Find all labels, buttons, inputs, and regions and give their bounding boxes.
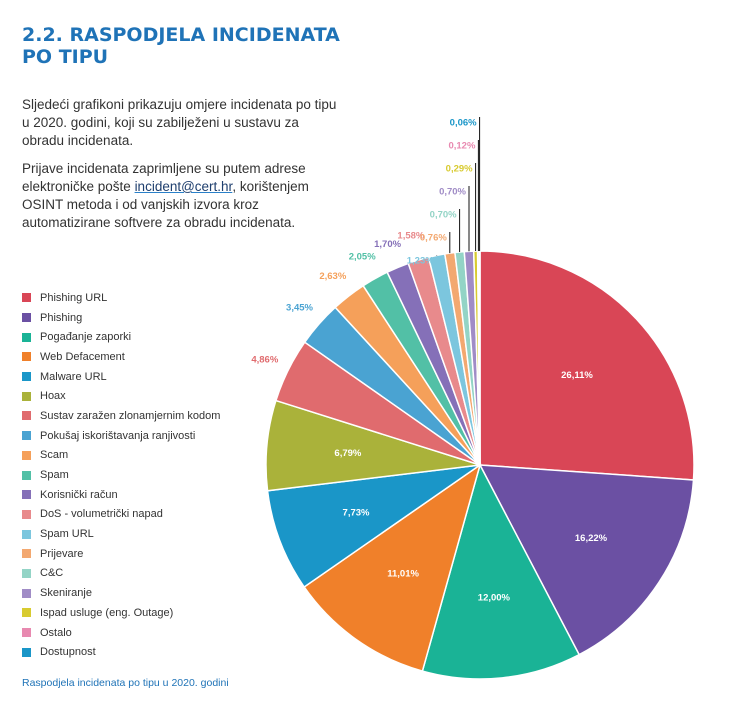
- legend-label: Pogađanje zaporki: [40, 331, 132, 344]
- legend-label: Prijevare: [40, 547, 84, 560]
- legend-label: Web Defacement: [40, 350, 125, 363]
- legend-label: Spam URL: [40, 528, 94, 541]
- legend-label: Hoax: [40, 390, 66, 403]
- intro-paragraph-2-end: , korištenjem OSINT metoda i od vanjskih izvora kroz automatizirane softvere za obradu incidenata.: [22, 179, 309, 230]
- section-heading-line-1: 2.2. RASPODJELA INCIDENATA: [22, 24, 340, 46]
- legend-label: Korisnički račun: [40, 488, 118, 501]
- slice-value-label: 2,63%: [319, 270, 347, 282]
- slice-value-label: 6,79%: [334, 448, 362, 460]
- section-heading-line-2: PO TIPU: [22, 46, 109, 68]
- slice-value-label: 0,29%: [445, 163, 473, 175]
- legend-label: Spam: [40, 469, 69, 482]
- slice-value-label: 2,05%: [348, 251, 376, 263]
- chart-caption: Raspodjela incidenata po tipu u 2020. godini: [22, 677, 229, 689]
- slice-value-label: 0,70%: [439, 186, 466, 198]
- slice-value-label: 4,86%: [251, 354, 279, 366]
- slice-value-label: 1,70%: [374, 239, 402, 250]
- legend-label: C&C: [40, 567, 64, 580]
- legend-label: Phishing: [40, 311, 83, 324]
- slice-value-label: 0,70%: [429, 209, 457, 221]
- slice-value-label: 26,11%: [561, 370, 593, 381]
- legend-label: Ispad usluge (eng. Outage): [40, 606, 174, 619]
- slice-value-label: 0,06%: [449, 117, 477, 129]
- slice-value-label: 1,23%: [406, 255, 434, 267]
- legend-label: Malware URL: [40, 370, 107, 383]
- legend-label: Phishing URL: [40, 291, 108, 304]
- slice-value-label: 7,73%: [342, 507, 370, 519]
- intro-paragraph-1: Sljedeći grafikoni prikazuju omjere incidenata po tipu u 2020. godini, koji su zabilježeni u sustavu za obradu incidenata.: [22, 97, 337, 148]
- slice-value-label: 11,01%: [387, 568, 419, 580]
- email-link[interactable]: incident@cert.hr: [134, 179, 233, 194]
- legend-label: Sustav zaražen zlonamjernim kodom: [40, 409, 221, 422]
- slice-value-label: 0,12%: [448, 140, 476, 152]
- legend-label: Pokušaj iskorištavanja ranjivosti: [40, 429, 196, 442]
- legend-label: Ostalo: [40, 626, 72, 639]
- pie-slice: [479, 251, 480, 465]
- legend-label: Skeniranje: [40, 587, 92, 600]
- intro-paragraph-2-start: Prijave incidenata zaprimljene su putem adrese elektroničke pošte: [22, 161, 306, 194]
- legend-label: Scam: [40, 449, 69, 462]
- slice-value-label: 16,22%: [574, 533, 608, 545]
- legend-label: Dostupnost: [40, 646, 96, 659]
- pie-slice: [480, 251, 694, 480]
- slice-value-label: 0,76%: [419, 232, 447, 244]
- slice-value-label: 1,58%: [397, 230, 425, 242]
- slice-value-label: 3,45%: [286, 302, 313, 314]
- slice-value-label: 12,00%: [477, 592, 511, 604]
- legend-label: DoS - volumetrički napad: [40, 508, 163, 521]
